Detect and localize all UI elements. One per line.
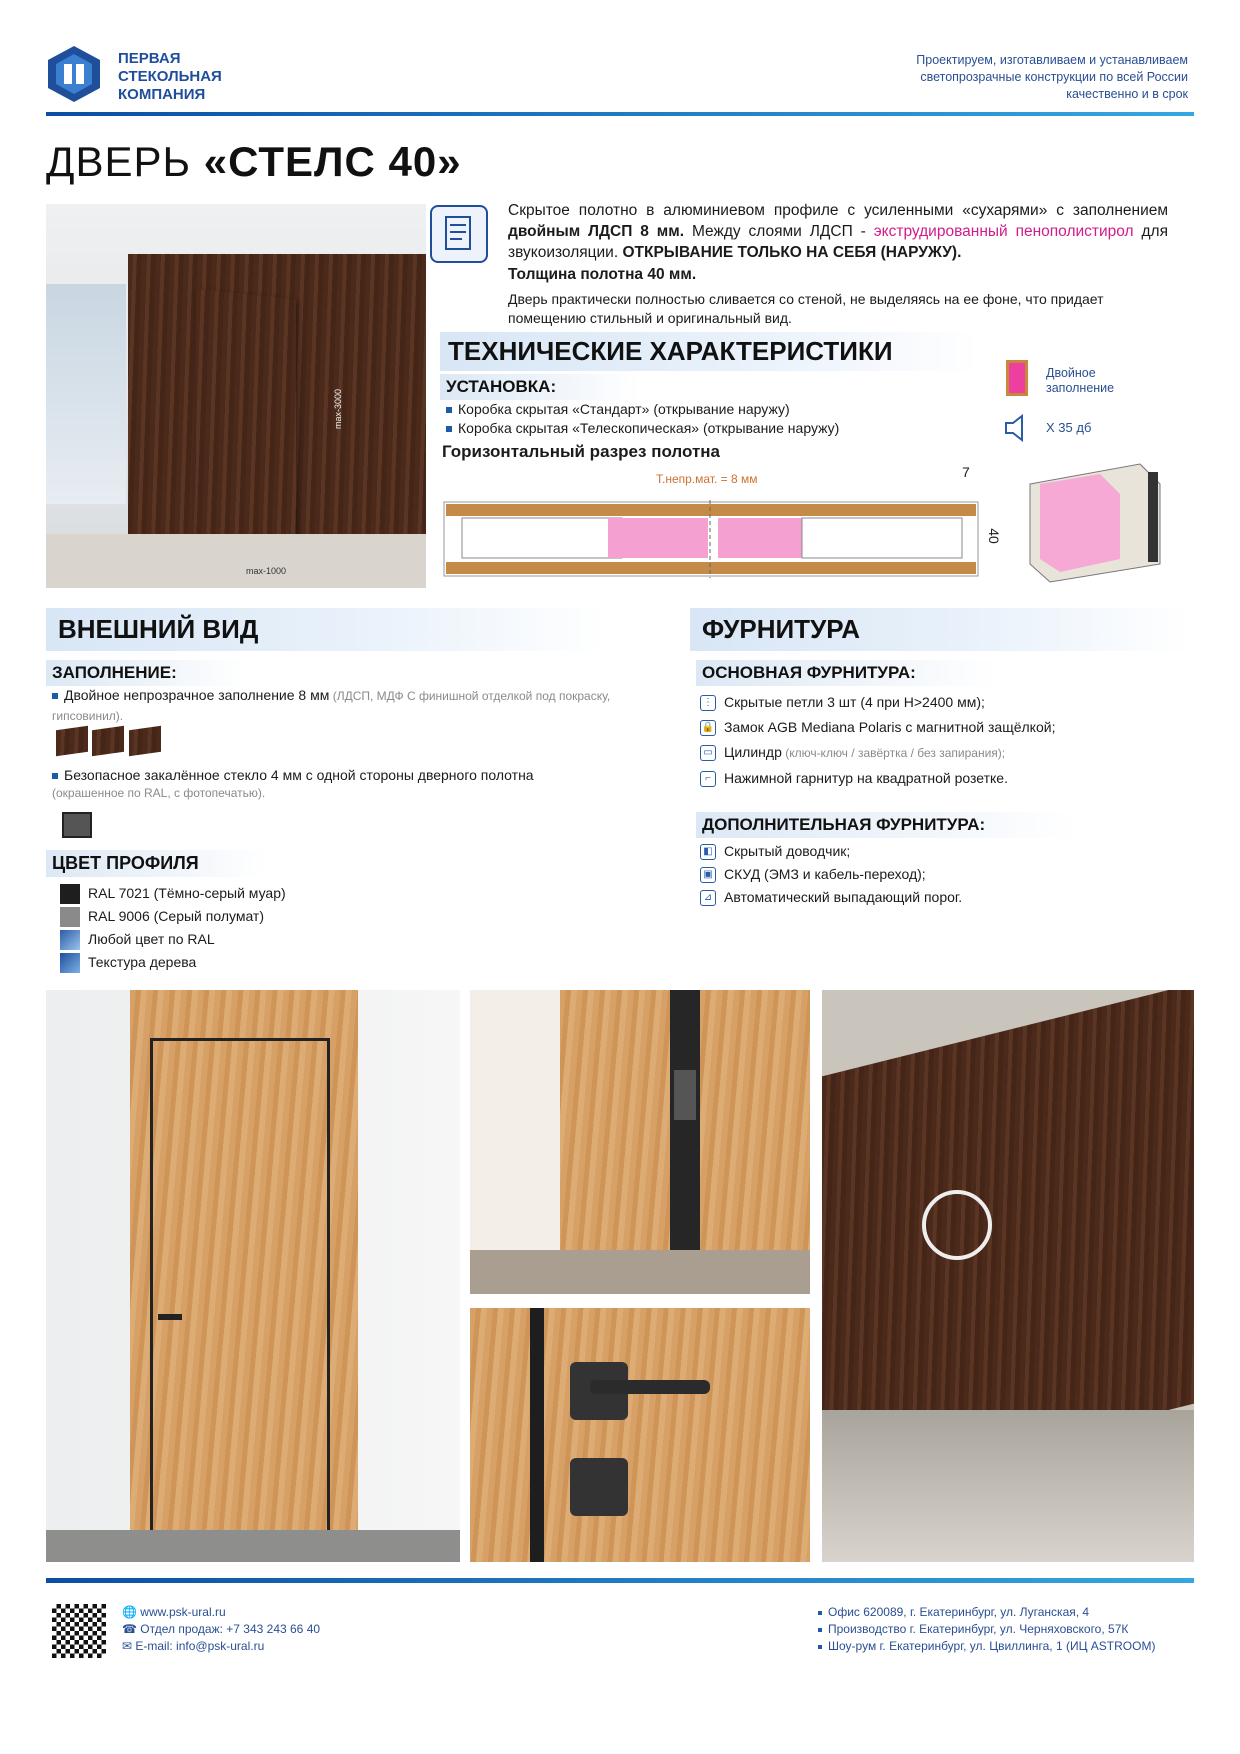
install-title: УСТАНОВКА: [440,374,640,400]
intro-description: Дверь практически полностью сливается со стеной, не выделяясь на ее фоне, что придает помещению стильный и оригинальный вид. [508,291,1104,326]
phone-icon: ☎ [122,1622,141,1636]
sound-rating: X 35 дб [1046,420,1092,435]
fill-samples [56,728,161,759]
color-ral-7021: RAL 7021 (Тёмно-серый муар) [60,882,286,905]
glass-sample [62,812,92,838]
lock-icon: 🔒 [700,720,716,736]
hinge-icon: ⋮ [700,695,716,711]
hardware-title: ФУРНИТУРА [690,608,1190,651]
hero-photo [46,204,426,588]
web-icon: 🌐 [122,1605,141,1619]
main-hardware-title: ОСНОВНАЯ ФУРНИТУРА: [696,660,996,686]
fill-option-2-note: (окрашенное по RAL, с фотопечатью). [52,786,266,800]
section-drawing [442,500,982,578]
sun-emblem [922,1190,992,1260]
fill-title: ЗАПОЛНЕНИЕ: [46,660,246,686]
appearance-title: ВНЕШНИЙ ВИД [46,608,606,651]
double-fill-icon [1006,360,1028,396]
color-list [60,882,286,974]
fill-option-2: Безопасное закалённое стекло 4 мм с одной стороны дверного полотна [52,766,632,785]
main-hardware-list: ⋮ Скрытые петли 3 шт (4 при H>2400 мм); 🔒 Замок AGB Mediana Polaris с магнитной защёлкой; ▭ Цилиндр (ключ-ключ / завёртка / без запирания); ⌐ Нажимной гарнитур на квадратной розетке. [701,694,1056,786]
access-control-icon: ▣ [700,867,716,883]
company-name: ПЕРВАЯ СТЕКОЛЬНАЯ КОМПАНИЯ [118,50,222,103]
footer-rule [46,1578,1194,1583]
double-fill-label: Двойное заполнение [1046,366,1115,395]
handle-icon: ⌐ [700,771,716,787]
color-wood-texture: Текстура дерева [60,951,286,974]
height-label: max-3000 [333,388,344,430]
slogan: Проектируем, изготавливаем и устанавливаем светопрозрачные конструкции по всей России качественно и в срок [916,53,1188,101]
width-label: max-1000 [246,566,287,576]
speaker-icon [1004,414,1030,447]
photo-hinge [470,990,810,1294]
clipboard-icon [430,205,488,263]
photo-corridor [822,990,1194,1562]
qr-code [52,1604,106,1658]
color-any-ral: Любой цвет по RAL [60,928,286,951]
install-list: Коробка скрытая «Стандарт» (открывание наружу) Коробка скрытая «Телескопическая» (открывание наружу) [446,400,839,438]
dim-side: 40 [985,528,1002,544]
color-ral-9006: RAL 9006 (Серый полумат) [60,905,286,928]
threshold-icon: ⊿ [700,890,716,906]
profile-3d-cut [1020,454,1170,584]
photo-handle [470,1308,810,1562]
dim-top: 7 [962,464,970,480]
page-title: ДВЕРЬ «СТЕЛС 40» [46,138,462,185]
fill-option-1: Двойное непрозрачное заполнение 8 мм (ЛДСП, МДФ С финишной отделкой под покраску, гипсовинил). [52,687,611,723]
intro-text: Скрытое полотно в алюминиевом профиле с усиленными «сухарями» с заполнением двойным ЛДСП 8 мм. Между слоями ЛДСП - экструдированный пенополистирол для звукоизоляции. ОТКРЫВАНИЕ ТОЛЬКО НА СЕБЯ (НАРУЖУ). [508,202,1168,261]
company-logo [46,44,102,104]
fill-dimension: Т.непр.мат. = 8 мм [656,472,758,486]
extra-hardware-list: ◧ Скрытый доводчик; ▣ СКУД (ЭМЗ и кабель-переход); ⊿ Автоматический выпадающий порог. [700,840,962,909]
photo-door-wood [46,990,460,1562]
intro-thickness: Толщина полотна 40 мм. [508,266,697,283]
addresses: Офис 620089, г. Екатеринбург, ул. Луганская, 4 Производство г. Екатеринбург, ул. Черняховского, 57К Шоу-рум г. Екатеринбург, ул. Цвиллинга, 1 (ИЦ ASTROOM) [818,1604,1155,1655]
tech-title: ТЕХНИЧЕСКИЕ ХАРАКТЕРИСТИКИ [440,332,980,371]
contacts: 🌐 www.psk-ural.ru ☎ Отдел продаж: +7 343 243 66 40 ✉ E-mail: info@psk-ural.ru [122,1605,321,1653]
closer-icon: ◧ [700,844,716,860]
mail-icon: ✉ [122,1639,136,1653]
color-title: ЦВЕТ ПРОФИЛЯ [46,850,266,877]
section-title: Горизонтальный разрез полотна [442,442,721,461]
cylinder-icon: ▭ [700,745,716,761]
header-rule [46,112,1194,116]
extra-hardware-title: ДОПОЛНИТЕЛЬНАЯ ФУРНИТУРА: [696,812,1076,838]
